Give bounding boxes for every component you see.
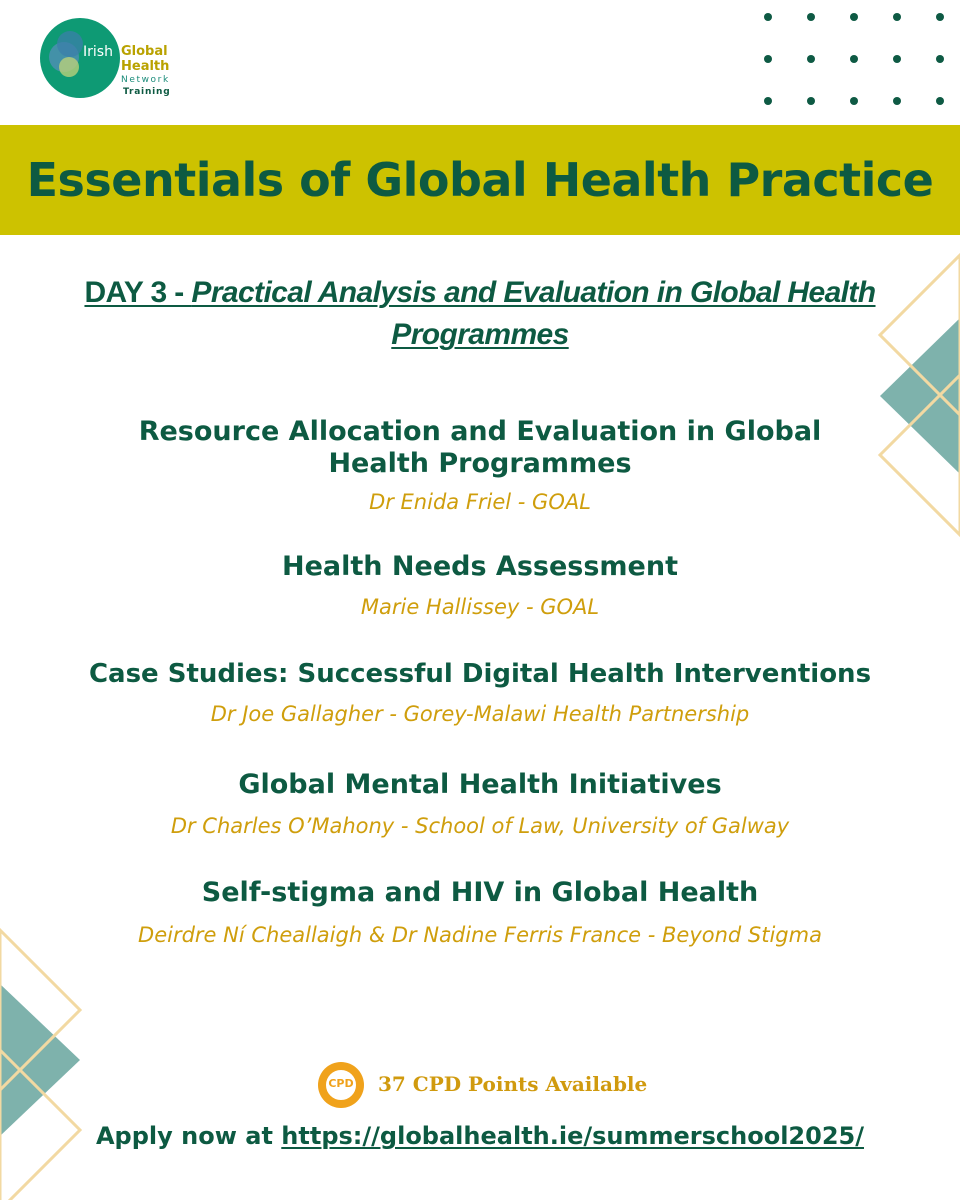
cpd-info <box>318 1062 648 1108</box>
grid-dot <box>893 13 901 21</box>
grid-dot <box>764 55 772 63</box>
grid-dot <box>850 97 858 105</box>
day-label: DAY 3 - <box>84 276 192 309</box>
session-speaker-5: Deirdre Ní Cheallaigh & Dr Nadine Ferris France - Beyond Stigma <box>138 923 822 947</box>
dot-grid-decoration <box>764 13 948 109</box>
grid-dot <box>893 97 901 105</box>
session-title-4: Global Mental Health Initiatives <box>238 769 722 800</box>
grid-dot <box>850 13 858 21</box>
day-subtitle: Practical Analysis and Evaluation in Global Health Programmes <box>191 276 876 351</box>
apply-link[interactable]: https://globalhealth.ie/summerschool2025/ <box>281 1122 864 1150</box>
session-title-2: Health Needs Assessment <box>282 551 678 582</box>
apply-line <box>0 1122 960 1150</box>
cpd-points-label: 37 CPD Points Available <box>378 1072 648 1096</box>
session-title-5: Self-stigma and HIV in Global Health <box>201 877 759 908</box>
grid-dot <box>807 97 815 105</box>
grid-dot <box>807 13 815 21</box>
logo-training-text: Training <box>123 87 171 97</box>
session-speaker-1: Dr Enida Friel - GOAL <box>369 490 591 514</box>
cpd-badge-text: CPD <box>328 1077 354 1090</box>
page-title: Essentials of Global Health Practice <box>26 153 934 207</box>
cpd-badge-icon <box>318 1062 364 1108</box>
session-speaker-3: Dr Joe Gallagher - Gorey-Malawi Health Partnership <box>210 702 750 726</box>
session-speaker-2: Marie Hallissey - GOAL <box>360 595 600 619</box>
grid-dot <box>850 55 858 63</box>
session-speaker-4: Dr Charles O’Mahony - School of Law, University of Galway <box>170 814 790 838</box>
logo-global-text: Global <box>121 44 168 59</box>
grid-dot <box>936 97 944 105</box>
grid-dot <box>764 13 772 21</box>
logo-health-text: Health <box>121 59 170 74</box>
grid-dot <box>936 13 944 21</box>
apply-prefix: Apply now at <box>95 1122 282 1150</box>
session-title-3: Case Studies: Successful Digital Health Interventions <box>88 659 872 689</box>
logo-network-text: Network <box>121 75 170 85</box>
grid-dot <box>764 97 772 105</box>
logo <box>40 18 220 102</box>
grid-dot <box>807 55 815 63</box>
title-banner <box>0 125 960 235</box>
logo-irish-text: Irish <box>83 44 113 60</box>
grid-dot <box>936 55 944 63</box>
grid-dot <box>893 55 901 63</box>
session-title-1: Resource Allocation and Evaluation in Global Health Programmes <box>138 416 822 479</box>
day-heading <box>60 272 900 356</box>
